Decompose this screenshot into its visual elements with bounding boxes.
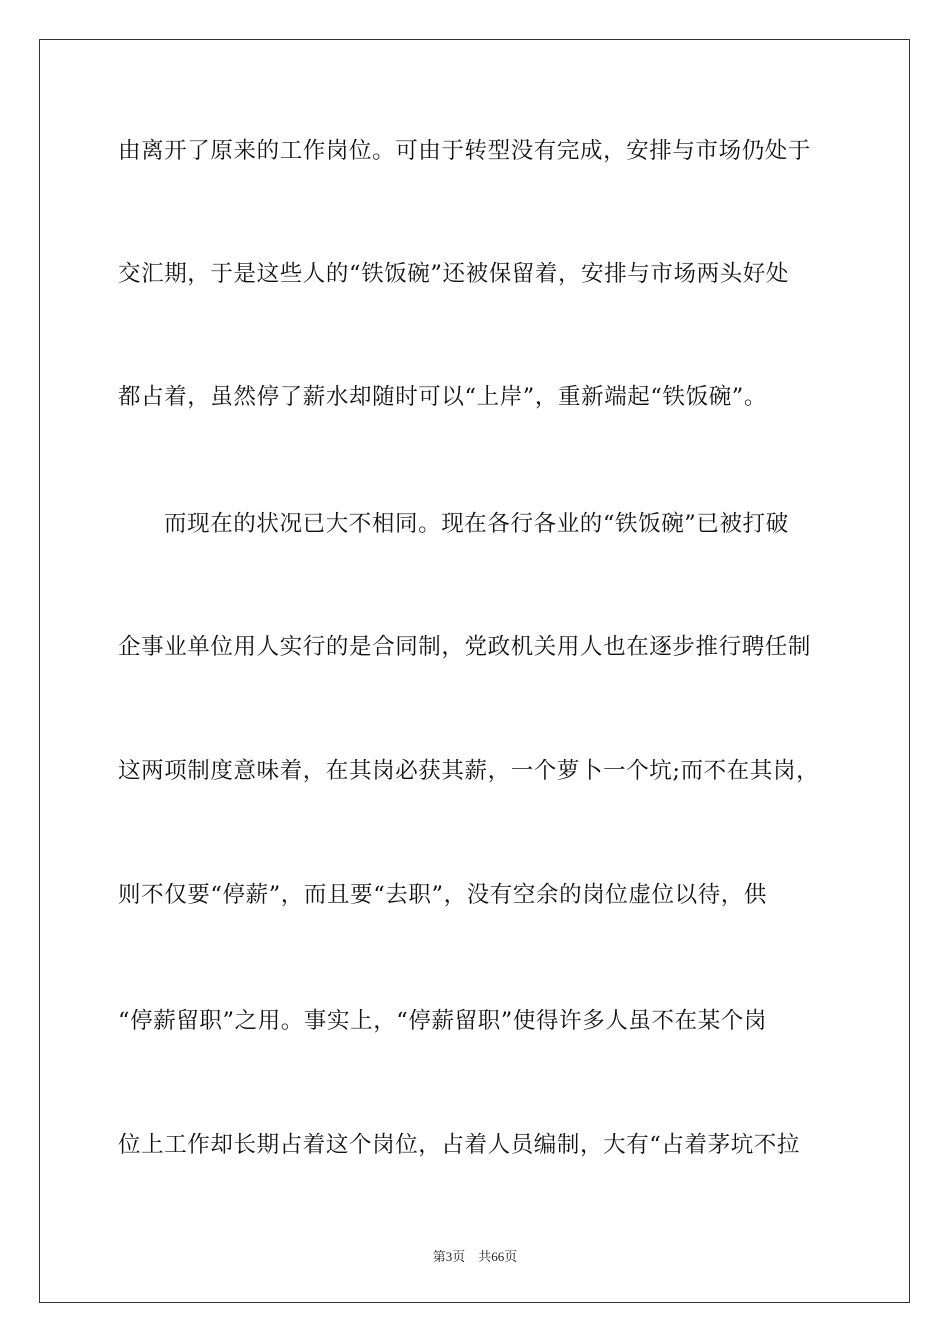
text-line: 交汇期，于是这些人的“铁饭碗”还被保留着，安排与市场两头好处 [118, 261, 790, 287]
page-border [39, 39, 910, 1303]
text-line: “停薪留职”之用。事实上，“停薪留职”使得许多人虽不在某个岗 [118, 1008, 768, 1034]
text-line: 由离开了原来的工作岗位。可由于转型没有完成，安排与市场仍处于 [118, 138, 812, 164]
text-line: 则不仅要“停薪”，而且要“去职”，没有空余的岗位虚位以待，供 [118, 882, 768, 908]
text-line: 这两项制度意味着，在其岗必获其薪，一个萝卜一个坑;而不在其岗， [118, 758, 820, 784]
page-number-footer: 第3页 共66页 [432, 1249, 518, 1264]
paragraph-start-line: 而现在的状况已大不相同。现在各行各业的“铁饭碗”已被打破 [164, 511, 789, 537]
text-line: 企事业单位用人实行的是合同制，党政机关用人也在逐步推行聘任制 [118, 634, 812, 660]
text-line: 位上工作却长期占着这个岗位，占着人员编制，大有“占着茅坑不拉 [118, 1132, 801, 1158]
text-line: 都占着，虽然停了薪水却随时可以“上岸”，重新端起“铁饭碗”。 [118, 384, 768, 410]
